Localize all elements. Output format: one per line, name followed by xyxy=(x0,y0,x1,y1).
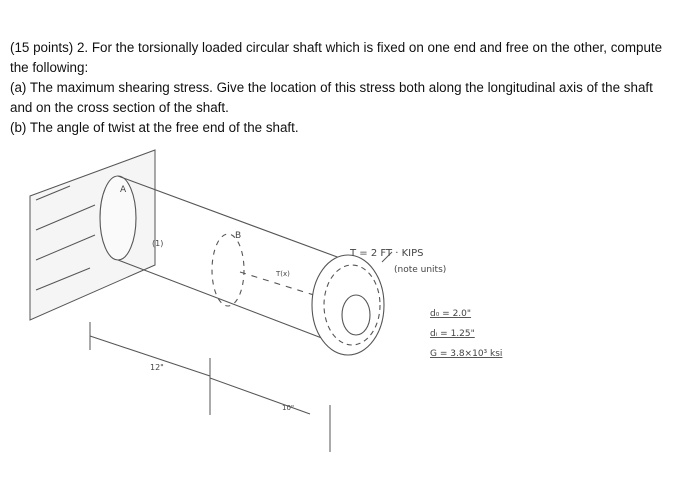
label-section: T(x) xyxy=(276,270,290,278)
dim-right-label: 10" xyxy=(282,404,295,412)
label-b: B xyxy=(235,231,242,241)
dimension-lines xyxy=(90,322,330,452)
dim-left-label: 12" xyxy=(150,363,164,372)
label-a: A xyxy=(120,185,127,195)
torque-note: (note units) xyxy=(394,265,447,275)
problem-intro: (15 points) 2. For the torsionally loaded circular shaft which is fixed on one end and free on the other, compute the following: xyxy=(10,40,663,75)
label-segment: (1) xyxy=(152,239,164,248)
fixed-wall xyxy=(30,150,155,320)
inner-diameter: dᵢ = 1.25" xyxy=(430,329,475,339)
outer-diameter: d₀ = 2.0" xyxy=(430,309,472,319)
section-b-outline xyxy=(212,234,244,306)
torque-label: T = 2 FT · KIPS xyxy=(350,248,424,259)
shear-modulus: G = 3.8×10³ ksi xyxy=(430,349,503,359)
problem-part-b: (b) The angle of twist at the free end of the shaft. xyxy=(10,120,299,135)
problem-part-a: (a) The maximum shearing stress. Give the location of this stress both along the longitudinal axis of the shaft and on the cross section of the shaft. xyxy=(10,80,653,115)
free-end-outer xyxy=(312,255,384,355)
